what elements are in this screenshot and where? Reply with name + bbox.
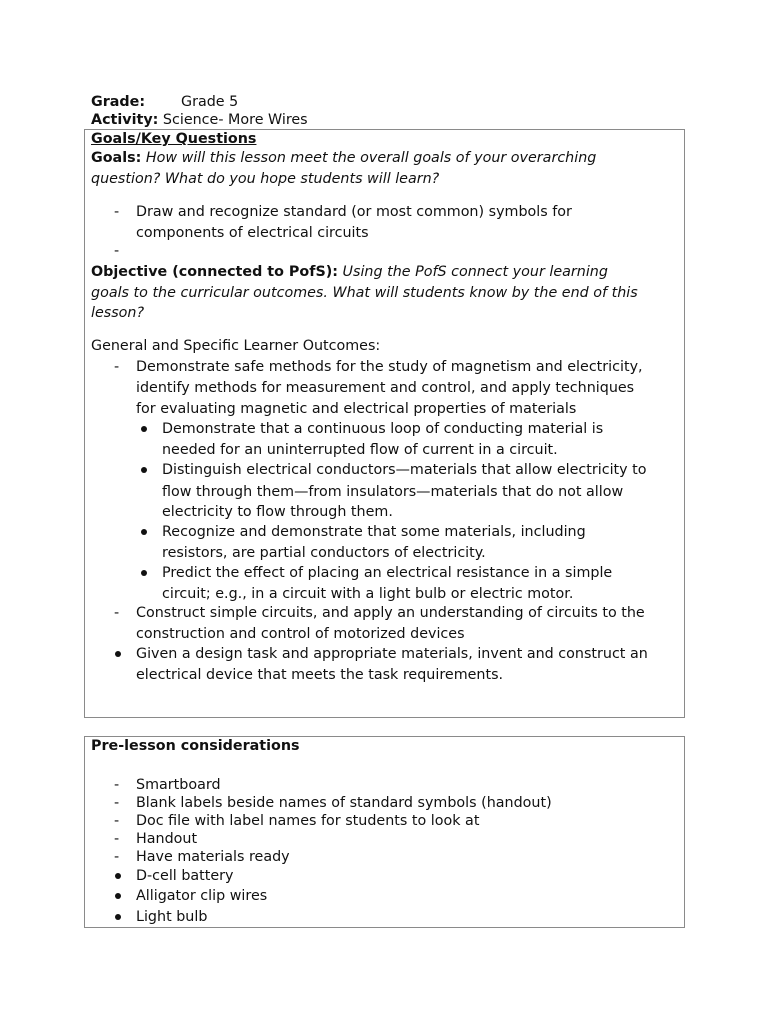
grade-label: Grade: [91,94,146,110]
goal-item-1-line-2: components of electrical circuits [136,225,369,241]
dash-marker: - [114,831,120,847]
outcome-specific-2-line-3: electricity to flow through them. [162,504,393,520]
bullet-marker [141,426,147,432]
outcome-general-2-line-1: Construct simple circuits, and apply an understanding of circuits to the [136,605,645,621]
activity-line [91,111,308,129]
outcome-specific-2-line-1: Distinguish electrical conductors—materials that allow electricity to [162,462,647,478]
dash-marker: - [114,204,120,220]
goals-prompt-line-1 [91,149,596,167]
prelesson-item-wires: Alligator clip wires [136,888,268,904]
outcome-general-3-line-1: Given a design task and appropriate materials, invent and construct an [136,646,648,662]
outcome-general-2-line-2: construction and control of motorized devices [136,626,465,642]
grade-line [91,93,239,111]
bullet-marker [115,914,121,920]
goal-item-1-line-1: Draw and recognize standard (or most common) symbols for [136,204,572,220]
outcome-general-1-line-3: for evaluating magnetic and electrical properties of materials [136,401,577,417]
bullet-marker [141,529,147,535]
dash-marker: - [114,849,120,865]
goals-label: Goals: [91,150,142,166]
outcome-specific-4-line-2: circuit; e.g., in a circuit with a light bulb or electric motor. [162,586,574,602]
prelesson-item-battery: D-cell battery [136,868,234,884]
outcome-specific-2-line-2: flow through them—from insulators—materials that do not allow [162,484,624,500]
grade-value: Grade 5 [181,94,239,110]
outcome-general-1-line-2: identify methods for measurement and control, and apply techniques [136,380,635,396]
prelesson-item-doc-file: Doc file with label names for students to look at [136,813,480,829]
dash-marker: - [114,605,120,621]
goals-prompt-line-2: question? What do you hope students will learn? [91,171,440,187]
outcome-specific-4-line-1: Predict the effect of placing an electrical resistance in a simple [162,565,613,581]
outcome-general-3-line-2: electrical device that meets the task requirements. [136,667,504,683]
goals-prompt: How will this lesson meet the overall goals of your overarching [145,150,597,166]
objective-line-2: goals to the curricular outcomes. What will students know by the end of this [91,285,638,301]
activity-label: Activity: [91,112,159,128]
outcomes-heading: General and Specific Learner Outcomes: [91,338,381,354]
activity-value: Science- More Wires [162,112,308,128]
outcome-specific-3-line-2: resistors, are partial conductors of electricity. [162,545,486,561]
dash-marker: - [114,359,120,375]
objective-label: Objective (connected to PofS): [91,264,338,280]
prelesson-item-handout: Handout [136,831,198,847]
bullet-marker [115,651,121,657]
bullet-marker [141,570,147,576]
objective-line-3: lesson? [91,305,145,321]
bullet-marker [115,893,121,899]
prelesson-heading: Pre-lesson considerations [91,738,300,754]
bullet-marker [141,467,147,473]
dash-marker: - [114,813,120,829]
dash-marker: - [114,795,120,811]
outcome-general-1-line-1: Demonstrate safe methods for the study of magnetism and electricity, [136,359,643,375]
prelesson-item-materials: Have materials ready [136,849,290,865]
outcome-specific-1-line-2: needed for an uninterrupted flow of current in a circuit. [162,442,558,458]
prelesson-item-bulb: Light bulb [136,909,208,925]
prelesson-item-blank-labels: Blank labels beside names of standard symbols (handout) [136,795,552,811]
bullet-marker [115,873,121,879]
goals-heading: Goals/Key Questions [91,131,257,147]
dash-marker: - [114,243,120,259]
outcome-specific-1-line-1: Demonstrate that a continuous loop of conducting material is [162,421,604,437]
objective-line-1 [91,263,608,281]
dash-marker: - [114,777,120,793]
objective-prompt: Using the PofS connect your learning [342,264,608,280]
prelesson-item-smartboard: Smartboard [136,777,221,793]
outcome-specific-3-line-1: Recognize and demonstrate that some materials, including [162,524,586,540]
